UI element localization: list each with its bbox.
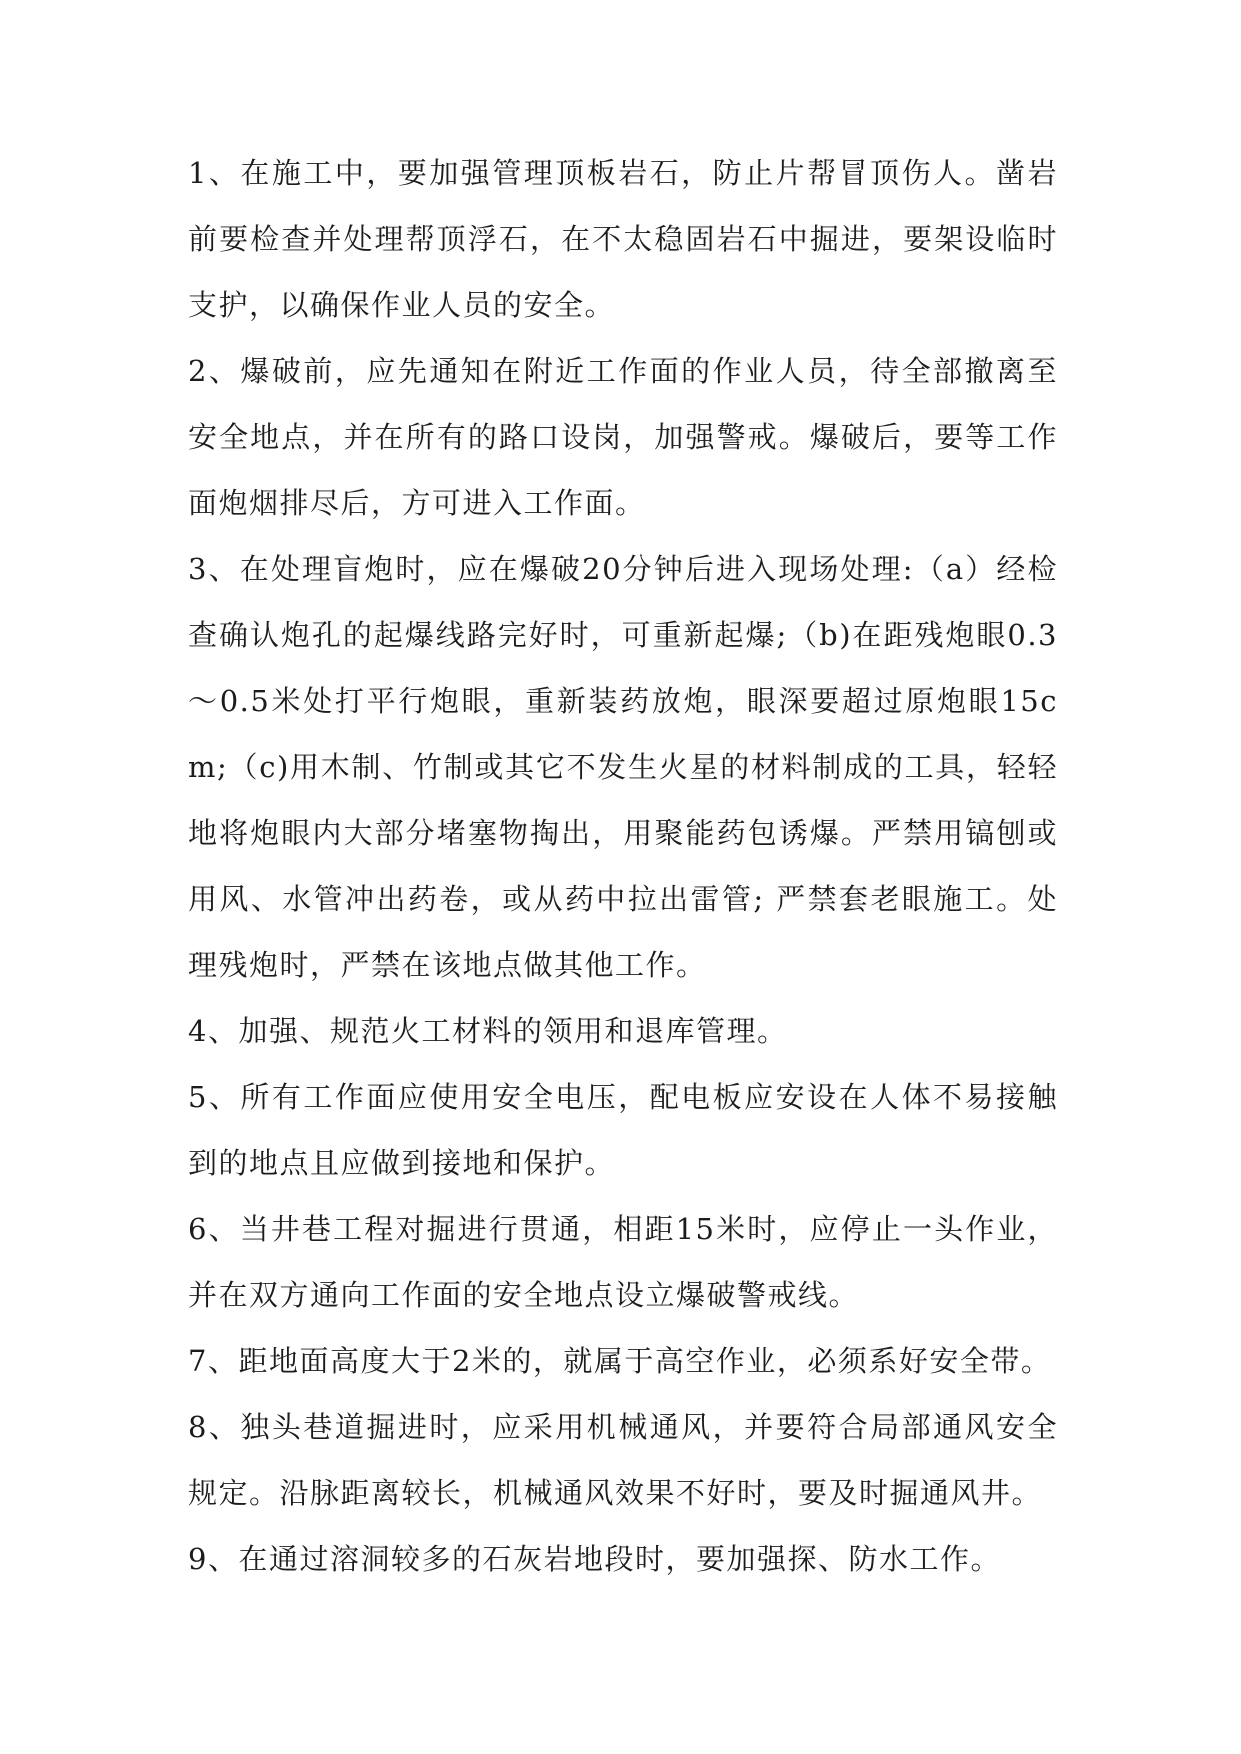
paragraph-9: 9、在通过溶洞较多的石灰岩地段时，要加强探、防水工作。 [188, 1542, 1001, 1576]
paragraph-5: 5、所有工作面应使用安全电压，配电板应安设在人体不易接触到的地点且应做到接地和保护。 [188, 1080, 1058, 1180]
paragraph-3: 3、在处理盲炮时，应在爆破20分钟后进入现场处理:（a）经检查确认炮孔的起爆线路完好时，可重新起爆;（b)在距残炮眼0.3～0.5米处打平行炮眼，重新装药放炮，眼深要超过原炮眼15cm;（c)用木制、竹制或其它不发生火星的材料制成的工具，轻轻地将炮眼内大部分堵塞物掏出，用聚能药包诱爆。严禁用镐刨或用风、水管冲出药卷，或从药中拉出雷管; 严禁套老眼施工。处理残炮时，严禁在该地点做其他工作。 [188, 552, 1058, 982]
paragraph-7: 7、距地面高度大于2米的，就属于高空作业，必须系好安全带。 [188, 1344, 1052, 1378]
paragraph-8: 8、独头巷道掘进时，应采用机械通风，并要符合局部通风安全规定。沿脉距离较长，机械通风效果不好时，要及时掘通风井。 [188, 1410, 1058, 1510]
paragraph-2: 2、爆破前，应先通知在附近工作面的作业人员，待全部撤离至安全地点，并在所有的路口设岗，加强警戒。爆破后，要等工作面炮烟排尽后，方可进入工作面。 [188, 354, 1058, 520]
paragraph-4: 4、加强、规范火工材料的领用和退库管理。 [188, 1014, 788, 1048]
paragraph-6: 6、当井巷工程对掘进行贯通，相距15米时，应停止一头作业，并在双方通向工作面的安全地点设立爆破警戒线。 [188, 1212, 1058, 1312]
document-body [188, 140, 1058, 1592]
paragraph-1: 1、在施工中，要加强管理顶板岩石，防止片帮冒顶伤人。凿岩前要检查并处理帮顶浮石，在不太稳固岩石中掘进，要架设临时支护，以确保作业人员的安全。 [188, 156, 1058, 322]
